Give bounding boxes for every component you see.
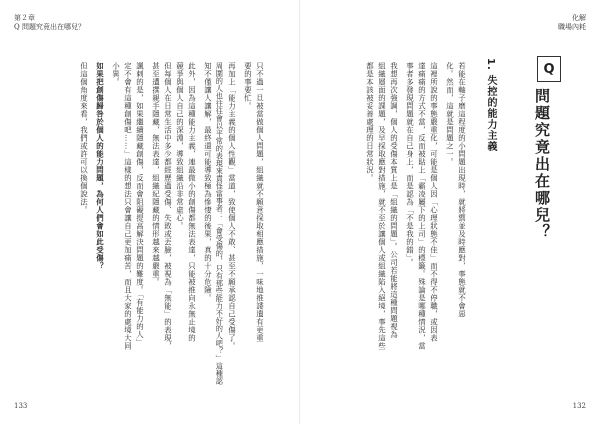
- body-column: 定不會有這種創傷吧……」這樣的想法只會讓自己更加痛苦，而且大家的處境大同: [123, 62, 133, 350]
- chapter-title: Q 問題究竟出在哪兒？: [14, 23, 85, 31]
- body-column: 我想再次強調，個人的受傷本質上是「組織的問題」。公司若能將這種問題視為: [389, 62, 399, 339]
- body-column: 但每個人在日常生活中多少都經歷過受傷、失敗或丟臉，被視為「無能」的表現，: [163, 62, 173, 350]
- chapter-label: 第２章: [14, 14, 35, 22]
- section-heading: [483, 58, 498, 152]
- body-column: 小異。: [111, 62, 121, 86]
- body-column: 若能在軸子磨這程度的小問題出現時，就將禦並及時應對，事態就不會惡: [457, 62, 467, 318]
- body-column: 只不過一旦被當做個人問題，組織就不願意採取相應措施，一味地推諉遺有更重: [255, 62, 265, 342]
- body-column: 諷刺的是，如果繼續隱藏創傷，反而會阻礙提高解決問題的難度。「有能力的人」: [135, 62, 145, 347]
- body-column: 組織層面的課題，及早採取應對措施，就不至於讓個人或組織陷入絕境，事先這些: [377, 62, 387, 350]
- question-marker: Q: [537, 56, 561, 82]
- body-column: 都是本該被妥善處理的日常狀況。: [365, 62, 375, 182]
- body-column: 化。然而，這就是問題之一。: [445, 62, 455, 166]
- book-title-line1: 化解: [572, 14, 586, 22]
- body-column: 達痛痛的方式不當，反而被貼上「霸凌屬下的上司」的標籤。殊論是哪種情況，當: [417, 62, 427, 350]
- body-column: 周圍的人也往往會以平常的表現來責怪當事者：「會受傷的，只有那些能力不好的人吧？」這種認: [215, 62, 225, 385]
- body-column: 甚至遭撰親手隱藏，無法表達，組織紀隱藏的情形越來越嚴重。: [151, 62, 161, 286]
- page-number-left: 133: [14, 402, 28, 410]
- body-column: 競爭與個人自己的深淵，導致組織沿非常虛心。: [175, 62, 185, 230]
- right-running-header: [558, 14, 586, 32]
- section-title: 失控的能力主義: [485, 75, 496, 153]
- body-column: 知不僅讓人讓解，最終還可能導致極為慘悽的後果，真的十分危險。: [203, 62, 213, 302]
- body-column: 事者多發現問題就在自己身上，而是認為「不是我的錯」。: [405, 62, 415, 267]
- body-column: 要的事要忙。: [243, 62, 253, 110]
- page-number-right: 132: [572, 402, 586, 410]
- body-column: 但這個角度來看，我們或許可以換個說法。: [79, 62, 89, 214]
- body-column: 再加上「能力主義的個人性觀」當道，致使個人不敢、甚至不願承認自己受傷了。: [227, 62, 237, 350]
- section-number: 1.: [485, 58, 496, 71]
- book-title-line2: 職場內耗: [558, 23, 586, 31]
- question-title: 問題究竟出在哪兒？: [533, 88, 551, 241]
- left-running-header: [14, 14, 85, 32]
- bold-body-column: 如果把創傷歸咎於個人的能力問題，為何人們會如此受傷？: [95, 62, 105, 270]
- body-column: 此外，因為這種能力主義，連最微小的創傷都無法表達，只能被推向永無止境的: [187, 62, 197, 342]
- body-column: 這裡所說的事態嚴重化，可能是個人因「心理狀態不佳」而不得不停職，或因表: [429, 62, 439, 342]
